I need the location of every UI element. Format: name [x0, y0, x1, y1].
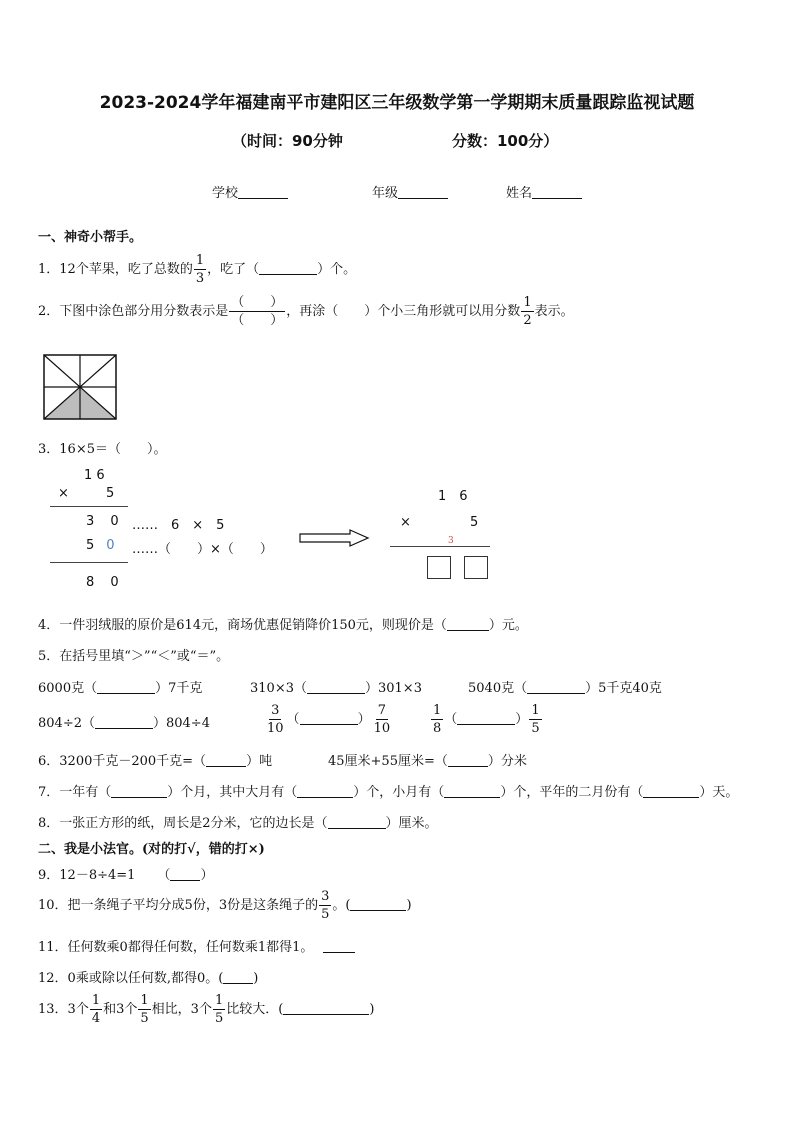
question-9: 9．12－8÷4=1 （ ）	[38, 868, 214, 883]
multiplicand: 1 6	[84, 468, 105, 483]
section-1-heading: 一、神奇小帮手。	[38, 230, 143, 245]
name-field[interactable]	[506, 182, 582, 201]
compare-1: 6000克（ ）7千克	[38, 681, 203, 696]
square-triangles-figure	[42, 354, 118, 420]
right-multiplier: 5	[470, 515, 479, 530]
question-13: 13．3个 $\frac{1}{4}$ 和3个 $\frac{1}{5}$ 相比，3个 $\frac{1}{5}$ 比较大．( )	[38, 993, 375, 1026]
carry-digit: 3	[448, 536, 454, 546]
question-1: 1．12个苹果，吃了总数的 $\frac{1}{3}$ ，吃了（ ）个。	[38, 253, 357, 286]
school-field[interactable]	[212, 182, 288, 201]
answer-box-tens[interactable]	[427, 556, 451, 579]
compare-5: $\frac{3}{10}$ （ ） $\frac{7}{10}$	[267, 703, 391, 736]
right-arrow-icon	[298, 529, 370, 547]
section-2-heading: 二、我是小法官。(对的打√，错的打×)	[38, 842, 265, 857]
hint-row-1: …… 6 × 5	[132, 518, 225, 533]
answer-fraction-2[interactable]: $\frac{( )}{( )}$	[231, 295, 284, 328]
question-5: 5．在括号里填“＞”“＜”或“＝”。	[38, 649, 230, 664]
school-label: 学校	[212, 186, 239, 201]
hint-row-2[interactable]: ……（ ）×（ ）	[132, 542, 273, 557]
exam-score: 分数：100分）	[452, 132, 559, 150]
times-sign: ×	[58, 486, 69, 501]
question-11: 11．任何数乘0都得任何数，任何数乘1都得1。	[38, 936, 355, 955]
question-8: 8．一张正方形的纸，周长是2分米，它的边长是（ ）厘米。	[38, 816, 438, 831]
question-6b: 45厘米+55厘米=（ ）分米	[328, 754, 527, 769]
answer-blank-1[interactable]	[259, 262, 317, 275]
question-3: 3．16×5＝（ ）。	[38, 442, 167, 457]
multiplier: 5	[106, 486, 115, 501]
question-6a: 6．3200千克－200千克=（ ）吨	[38, 754, 273, 769]
compare-6: $\frac{1}{8}$ （ ） $\frac{1}{5}$	[433, 703, 540, 736]
name-label: 姓名	[506, 186, 533, 201]
right-times-sign: ×	[400, 515, 411, 530]
answer-blank-4[interactable]	[447, 618, 489, 631]
right-multiplicand: 1 6	[438, 489, 468, 504]
question-12: 12．0乘或除以任何数,都得0。( )	[38, 971, 259, 986]
grade-label: 年级	[372, 186, 399, 201]
fraction-1-3: $\frac{1}{3}$	[195, 253, 205, 286]
right-calc-line	[390, 546, 490, 547]
exam-time: （时间：90分钟	[232, 132, 343, 150]
question-7: 7．一年有（ ）个月，其中大月有（ ）个，小月有（ ）个，平年的二月份有（ ）天。	[38, 785, 739, 800]
partial-product-1: 3 0	[86, 514, 125, 529]
compare-4: 804÷2（ ）804÷4	[38, 716, 210, 731]
page-title: 2023-2024学年福建南平市建阳区三年级数学第一学期期末质量跟踪监视试题	[99, 93, 695, 113]
calc-line-2	[50, 562, 128, 563]
question-10: 10．把一条绳子平均分成5份，3份是这条绳子的 $\frac{3}{5}$ 。( )	[38, 889, 412, 922]
question-2: 2．下图中涂色部分用分数表示是 $\frac{( )}{( )}$ ，再涂（ ）个小三角形就可以用分数 $\frac{1}{2}$ 表示。	[38, 295, 574, 328]
final-product: 8 0	[86, 575, 125, 590]
fraction-1-2: $\frac{1}{2}$	[523, 295, 532, 328]
compare-2: 310×3（ ）301×3	[250, 681, 422, 696]
answer-box-ones[interactable]	[464, 556, 488, 579]
question-4: 4．一件羽绒服的原价是614元，商场优惠促销降价150元，则现价是（ ）元。	[38, 618, 528, 633]
grade-field[interactable]	[372, 182, 448, 201]
calc-line-1	[50, 506, 128, 507]
partial-product-2: 5 0	[86, 538, 115, 553]
compare-3: 5040克（ ）5千克40克	[468, 681, 662, 696]
